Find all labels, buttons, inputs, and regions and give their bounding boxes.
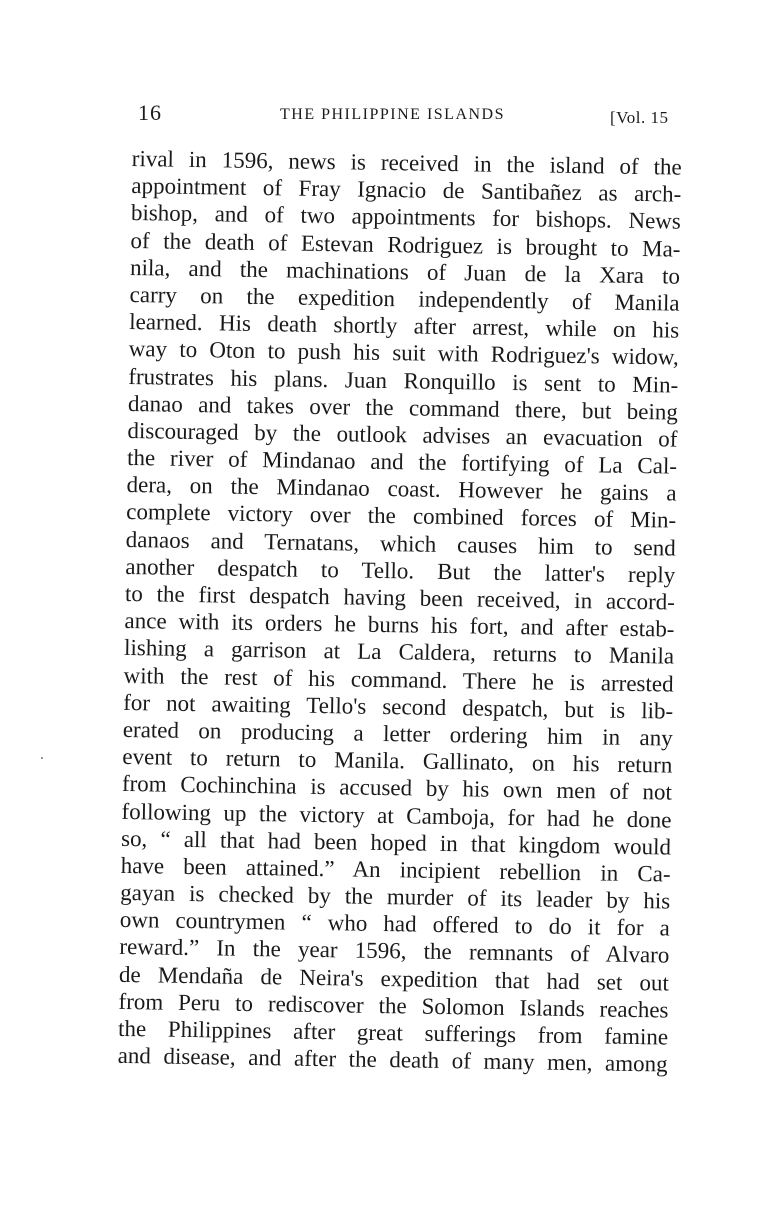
- text-line: reward.” In the year 1596, the remnants of Alvaro: [119, 934, 670, 968]
- text-line: so, “ all that had been hoped in that kingdom would: [120, 825, 672, 860]
- body-text: [117, 145, 681, 1078]
- volume-label: [Vol. 15: [610, 108, 669, 127]
- text-line: the Philippines after great sufferings from famine: [117, 1015, 669, 1050]
- text-line: from Cochinchina is accused by his own men of not: [121, 771, 673, 805]
- running-title: THE PHILIPPINE ISLANDS: [280, 106, 505, 123]
- text-line: discouraged by the outlook advises an evacuation of: [127, 417, 678, 452]
- text-line: rival in 1596, news is received in the island of the: [131, 145, 682, 180]
- text-line: way to Oton to push his suit with Rodriguez's widow,: [128, 336, 679, 370]
- running-head: [138, 100, 678, 130]
- text-line: complete victory over the combined forces of Min-: [126, 499, 677, 534]
- text-line: learned. His death shortly after arrest, while on his: [129, 309, 680, 343]
- text-line: de Mendaña de Neira's expedition that had set out: [118, 961, 670, 996]
- text-line: own countrymen “ who had offered to do it for a: [119, 907, 670, 941]
- text-line: lishing a garrison at La Caldera, returns to Manila: [123, 635, 675, 669]
- text-line: and disease, and after the death of many men, among: [117, 1043, 668, 1077]
- text-line: of the death of Estevan Rodriguez is brought to Ma-: [130, 227, 681, 262]
- text-line: carry on the expedition independently of Manila: [129, 281, 680, 316]
- text-line: with the rest of his command. There he is arrested: [123, 662, 674, 697]
- text-line: dera, on the Mindanao coast. However he gains a: [126, 472, 677, 506]
- text-line: erated on producing a letter ordering him in any: [122, 716, 673, 751]
- text-line: frustrates his plans. Juan Ronquillo is sent to Min-: [128, 363, 679, 398]
- text-line: to the first despatch having been received, in accord-: [124, 580, 676, 615]
- scan-speck: [41, 757, 43, 759]
- text-line: bishop, and of two appointments for bishops. News: [130, 200, 682, 235]
- text-line: nila, and the machinations of Juan de la Xara to: [129, 254, 681, 289]
- text-line: from Peru to rediscover the Solomon Islands reaches: [118, 988, 669, 1023]
- text-line: gayan is checked by the murder of its leader by his: [120, 879, 671, 914]
- text-line: event to return to Manila. Gallinato, on his return: [122, 744, 673, 778]
- text-line: danaos and Ternatans, which causes him to send: [125, 526, 676, 561]
- text-line: the river of Mindanao and the fortifying of La Cal-: [126, 445, 678, 479]
- text-line: following up the victory at Camboja, for had he done: [121, 798, 672, 833]
- page-number: 16: [138, 100, 162, 125]
- text-line: ance with its orders he burns his fort, and after estab-: [124, 608, 675, 642]
- text-line: another despatch to Tello. But the latter's reply: [125, 553, 676, 588]
- text-line: danao and takes over the command there, but being: [127, 390, 679, 425]
- text-line: have been attained.” An incipient rebellion in Ca-: [120, 852, 671, 887]
- text-line: for not awaiting Tello's second despatch, but is lib-: [123, 689, 674, 724]
- text-line: appointment of Fray Ignacio de Santibañez as arch-: [131, 173, 682, 207]
